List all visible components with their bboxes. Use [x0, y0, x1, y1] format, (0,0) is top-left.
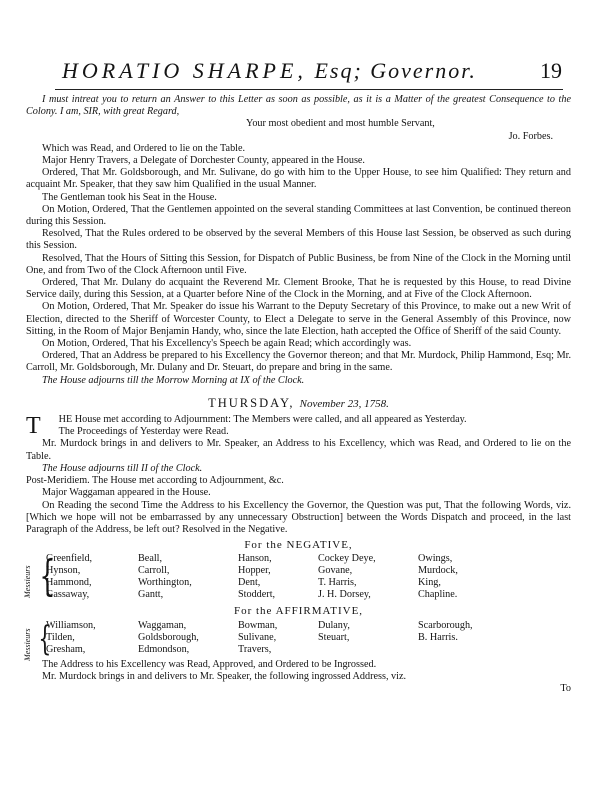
vote-column: [238, 553, 275, 601]
member-name: Cockey Deye,: [318, 553, 376, 565]
proceeding-paragraph: On Reading the second Time the Address to his Excellency the Governor, the Question was put, That the following Words, viz. [Which we hope will not be embarrassed by any unnecessary Obstruction] between the Words Dispatch and proceed, in the last Paragraph of the Address, be left out? Resolved in the Negative.: [26, 499, 571, 535]
page-header: [62, 58, 562, 90]
member-name: Waggaman,: [138, 619, 187, 631]
member-name: Gantt,: [138, 589, 164, 601]
proceeding-paragraph: Which was Read, and Ordered to lie on the Table.: [42, 142, 246, 154]
date-text: November 23, 1758.: [299, 397, 389, 410]
negative-title: For the NEGATIVE,: [244, 539, 353, 552]
page-number: 19: [540, 58, 562, 83]
member-name: J. H. Dorsey,: [318, 589, 371, 601]
adjournment-note: The House adjourns till II of the Clock.: [42, 462, 203, 474]
member-name: T. Harris,: [318, 577, 357, 589]
brace-glyph: {: [38, 618, 52, 659]
member-name: Hynson,: [46, 565, 81, 577]
proceeding-paragraph: On Motion, Ordered, That Mr. Speaker do issue his Warrant to the Deputy Secretary of this Province, to make out a new Writ of Election, directed to the Sheriff of Worcester County, to Elect a Delegate to serve in the General Assembly of this Province, now Sitting, in the Room of Major Benjamin Handy, who, since the late Election, hath accepted the Office of Sheriff of the said County.: [26, 301, 571, 337]
vote-column: [418, 553, 458, 601]
member-name: Stoddert,: [238, 589, 276, 601]
member-name: Beall,: [138, 553, 163, 565]
running-title-office: Esq; Governor.: [306, 58, 477, 83]
letter-closing: I must intreat you to return an Answer to this Letter as soon as possible, as it is a Matter of the greatest Consequence to the Colony. I am, SIR, with great Regard,: [26, 94, 571, 118]
affirmative-side-label: Messieurs: [23, 628, 32, 661]
vote-column: [238, 620, 277, 656]
affirmative-vote-list: [23, 618, 571, 661]
vote-column: [418, 620, 473, 644]
post-meridiem: Post-Meridiem. The House met according to Adjournment, &c.: [26, 475, 284, 487]
proceeding-paragraph: Ordered, That Mr. Dulany do acquaint the Reverend Mr. Clement Brooke, That he is requested by this House, to read Divine Service daily, during this Session, at a Quarter before Nine of the Clock in the Morning, and at Five of the Clock Afternoon.: [26, 277, 571, 301]
header-rule: [55, 89, 563, 90]
drop-cap: T: [26, 413, 41, 440]
running-title-name: HORATIO SHARPE,: [62, 58, 307, 83]
proceeding-paragraph: Ordered, That an Address be prepared to his Excellency the Governor thereon; and that Mr. Murdock, Philip Hammond, Esq; Mr. Carroll, Mr. Goldsborough, Mr. Dulany and Dr. Steuart, do prepare and bring in the same.: [26, 350, 571, 374]
member-name: King,: [418, 577, 441, 589]
proceeding-paragraph: Resolved, That the Hours of Sitting this Session, for Dispatch of Public Business, be from Nine of the Clock in the Morning until One, and from Two of the Clock Afternoon until Five.: [26, 252, 571, 276]
member-name: Scarborough,: [418, 619, 473, 631]
member-name: Owings,: [418, 553, 453, 565]
member-name: Carroll,: [138, 565, 170, 577]
member-name: Worthington,: [138, 577, 192, 589]
negative-side-label: Messieurs: [23, 565, 32, 599]
proceeding-paragraph: Mr. Murdock brings in and delivers to Mr. Speaker, the following ingrossed Address, viz.: [42, 670, 407, 682]
member-name: Edmondson,: [138, 643, 190, 655]
member-name: Greenfield,: [46, 553, 93, 565]
member-name: Sulivane,: [238, 631, 277, 643]
catchword: To: [560, 682, 571, 694]
member-name: Travers,: [238, 643, 272, 655]
proceeding-paragraph: The Address to his Excellency was Read, Approved, and Ordered to be Ingrossed.: [42, 658, 377, 670]
proceeding-paragraph: The Proceedings of Yesterday were Read.: [58, 426, 229, 438]
member-name: Chapline.: [418, 589, 458, 601]
negative-vote-list: [23, 551, 571, 602]
member-name: Hopper,: [238, 565, 271, 577]
member-name: Gassaway,: [46, 589, 90, 601]
letter-signature: Jo. Forbes.: [508, 130, 553, 142]
day-name: THURSDAY,: [208, 395, 295, 410]
letter-valediction: Your most obedient and most humble Servant,: [246, 118, 435, 130]
member-name: Bowman,: [238, 619, 278, 631]
brace-glyph: {: [39, 551, 56, 601]
member-name: Steuart,: [318, 631, 350, 643]
adjournment-note: The House adjourns till the Morrow Morning at IX of the Clock.: [42, 374, 305, 386]
proceeding-paragraph: On Motion, Ordered, That the Gentlemen appointed on the several standing Committees at last Convention, be continued thereon during this Session.: [26, 203, 571, 228]
running-title: [62, 58, 477, 84]
proceeding-paragraph: Major Waggaman appeared in the House.: [42, 487, 211, 499]
proceeding-paragraph: The Gentleman took his Seat in the House.: [42, 191, 217, 203]
proceeding-paragraph: Resolved, That the Rules ordered to be observed by the several Members of this House last Session, be observed as such during this Session.: [26, 228, 571, 252]
proceeding-paragraph: On Motion, Ordered, That his Excellency's Speech be again Read; which accordingly was.: [42, 338, 412, 350]
vote-column: [138, 620, 199, 656]
vote-column: [46, 620, 96, 656]
page-body: [23, 94, 571, 695]
proceeding-paragraph: Ordered, That Mr. Goldsborough, and Mr. Sulivane, do go with him to the Upper House, to see him Qualified: They return and acquaint Mr. Speaker, that they saw him Qualified in the usual Manner.: [26, 167, 571, 191]
member-name: Williamson,: [46, 619, 96, 631]
affirmative-title: For the AFFIRMATIVE,: [233, 605, 364, 618]
member-name: B. Harris.: [418, 631, 458, 643]
member-name: Hammond,: [46, 577, 92, 589]
member-name: Dent,: [238, 577, 261, 589]
member-name: Tilden,: [46, 631, 75, 643]
vote-column: [138, 553, 192, 601]
vote-column: [318, 620, 350, 644]
vote-column: [318, 553, 376, 601]
member-name: Murdock,: [418, 565, 458, 577]
member-name: Gresham,: [46, 643, 86, 655]
proceeding-paragraph: Major Henry Travers, a Delegate of Dorchester County, appeared in the House.: [42, 155, 365, 167]
vote-column: [46, 553, 92, 601]
member-name: Govane,: [318, 565, 353, 577]
proceeding-paragraph: Mr. Murdock brings in and delivers to Mr. Speaker, an Address to his Excellency, which was Read, and Ordered to lie on the Table.: [26, 438, 571, 462]
member-name: Goldsborough,: [138, 631, 199, 643]
member-name: Hanson,: [238, 553, 272, 565]
member-name: Dulany,: [318, 619, 350, 631]
opening-text: HE House met according to Adjournment: The Members were called, and all appeared as Yesterday.: [58, 414, 467, 426]
date-heading: [26, 397, 571, 410]
